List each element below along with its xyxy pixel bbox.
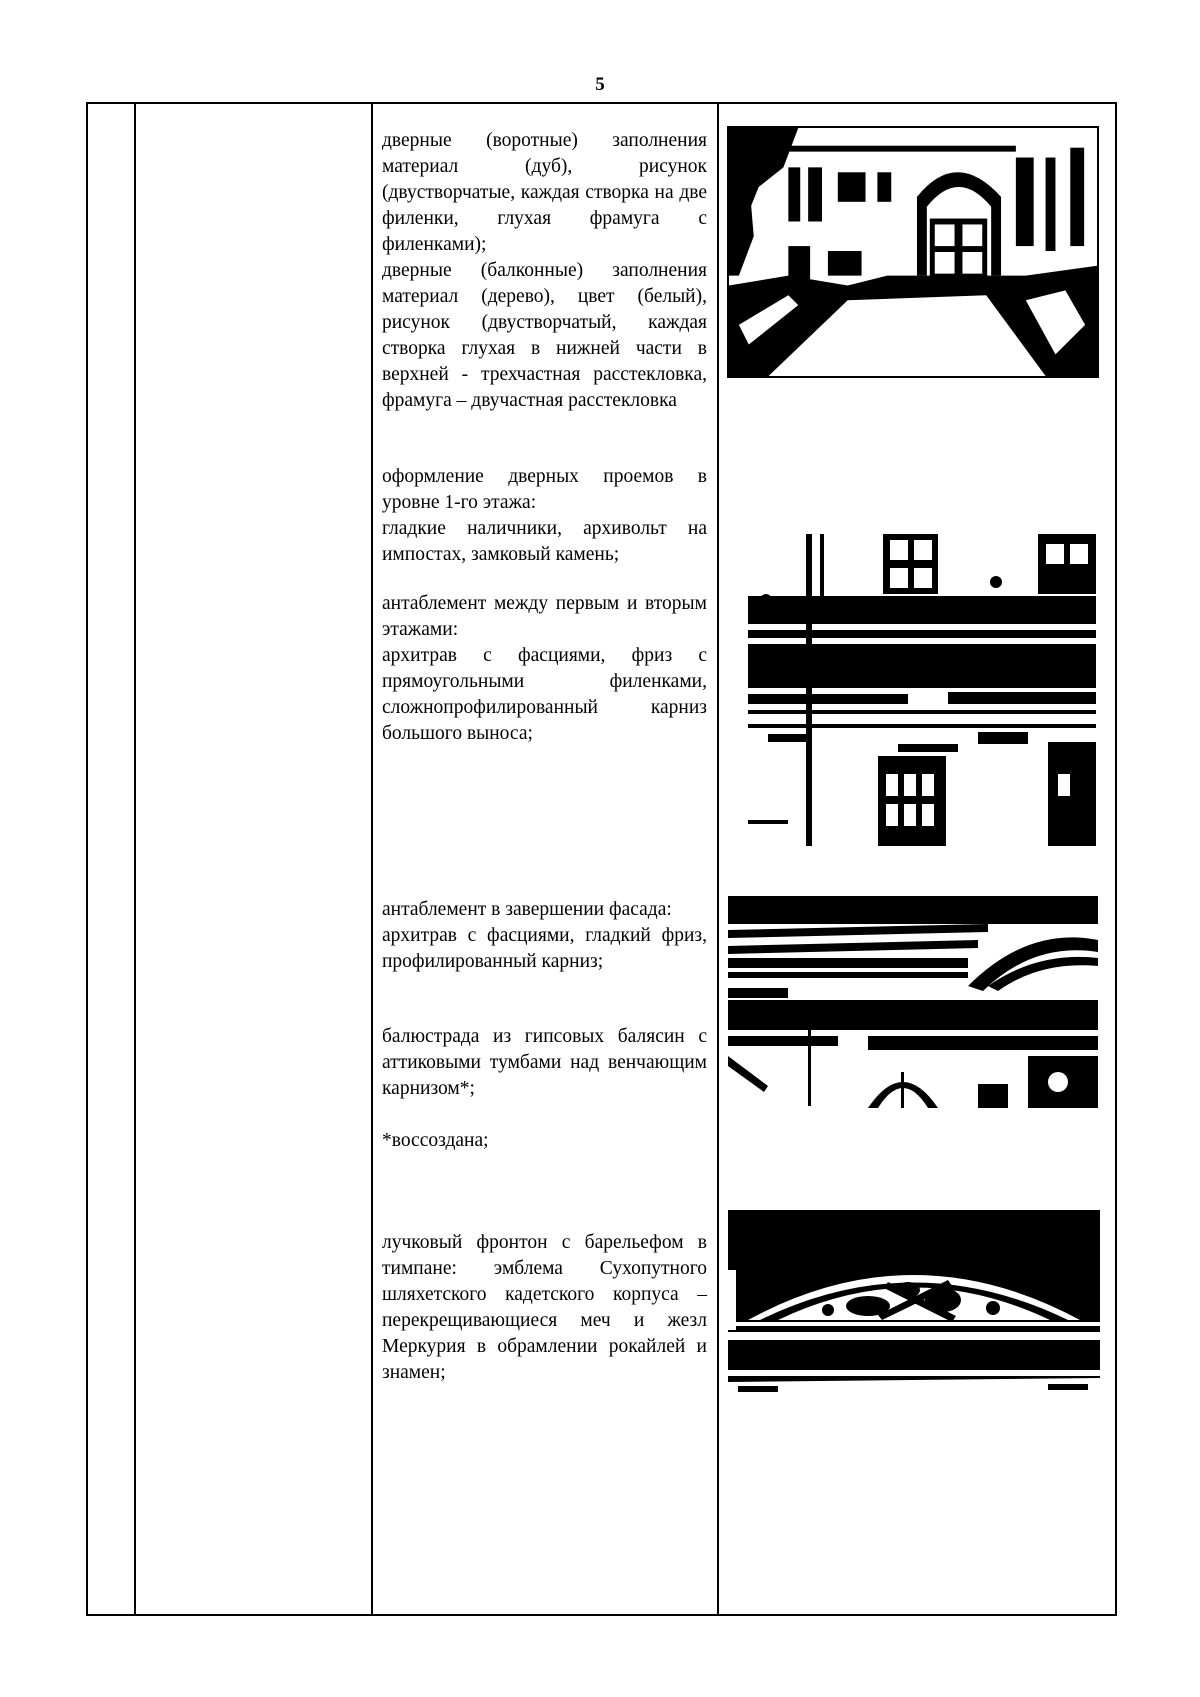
description-paragraph: оформление дверных проемов в уровне 1-го этажа: <box>382 466 707 513</box>
description-paragraph: архитрав с фасциями, фриз с прямоугольными филенками, сложнопрофилированный карниз большого выноса; <box>382 645 707 744</box>
description-paragraph: архитрав с фасциями, гладкий фриз, профилированный карниз; <box>382 925 707 972</box>
column-divider-3 <box>717 104 719 1614</box>
description-paragraph: гладкие наличники, архивольт на импостах, замковый камень; <box>382 518 707 565</box>
description-paragraph: *воссоздана; <box>382 1130 489 1151</box>
description-paragraph: антаблемент в завершении фасада: <box>382 899 672 920</box>
arched-doorway-photo <box>727 126 1099 378</box>
description-paragraph: балюстрада из гипсовых балясин с аттиковыми тумбами над венчающим карнизом*; <box>382 1026 707 1099</box>
column-divider-2 <box>371 104 373 1614</box>
description-paragraph: дверные (балконные) заполнения материал (дерево), цвет (белый), рисунок (двустворчатый, каждая створка глухая в нижней части в верхней - трехчастная расстекловка, фрамуга – двучастная расстекловка <box>382 260 707 411</box>
description-block-7 <box>382 1230 707 1386</box>
entablature-facade-photo <box>748 534 1096 846</box>
description-paragraph: дверные (воротные) заполнения материал (дуб), рисунок (двустворчатые, каждая створка на две филенки, глухая фрамуга с филенками); <box>382 130 707 255</box>
description-paragraph: лучковый фронтон с барельефом в тимпане: эмблема Сухопутного шляхетского кадетского корпуса – перекрещивающиеся меч и жезл Меркурия в обрамлении рокайлей и знамен; <box>382 1232 707 1383</box>
description-block-1 <box>382 128 707 414</box>
cornice-balustrade-photo <box>728 896 1098 1108</box>
description-block-3 <box>382 591 707 747</box>
page-number: 5 <box>595 74 605 95</box>
pediment-bas-relief-photo <box>728 1210 1100 1404</box>
description-block-5 <box>382 1024 707 1102</box>
description-block-2 <box>382 464 707 568</box>
description-block-6 <box>382 1128 707 1154</box>
description-block-4 <box>382 897 707 975</box>
description-paragraph: антаблемент между первым и вторым этажами: <box>382 593 707 640</box>
column-divider-1 <box>134 104 136 1614</box>
